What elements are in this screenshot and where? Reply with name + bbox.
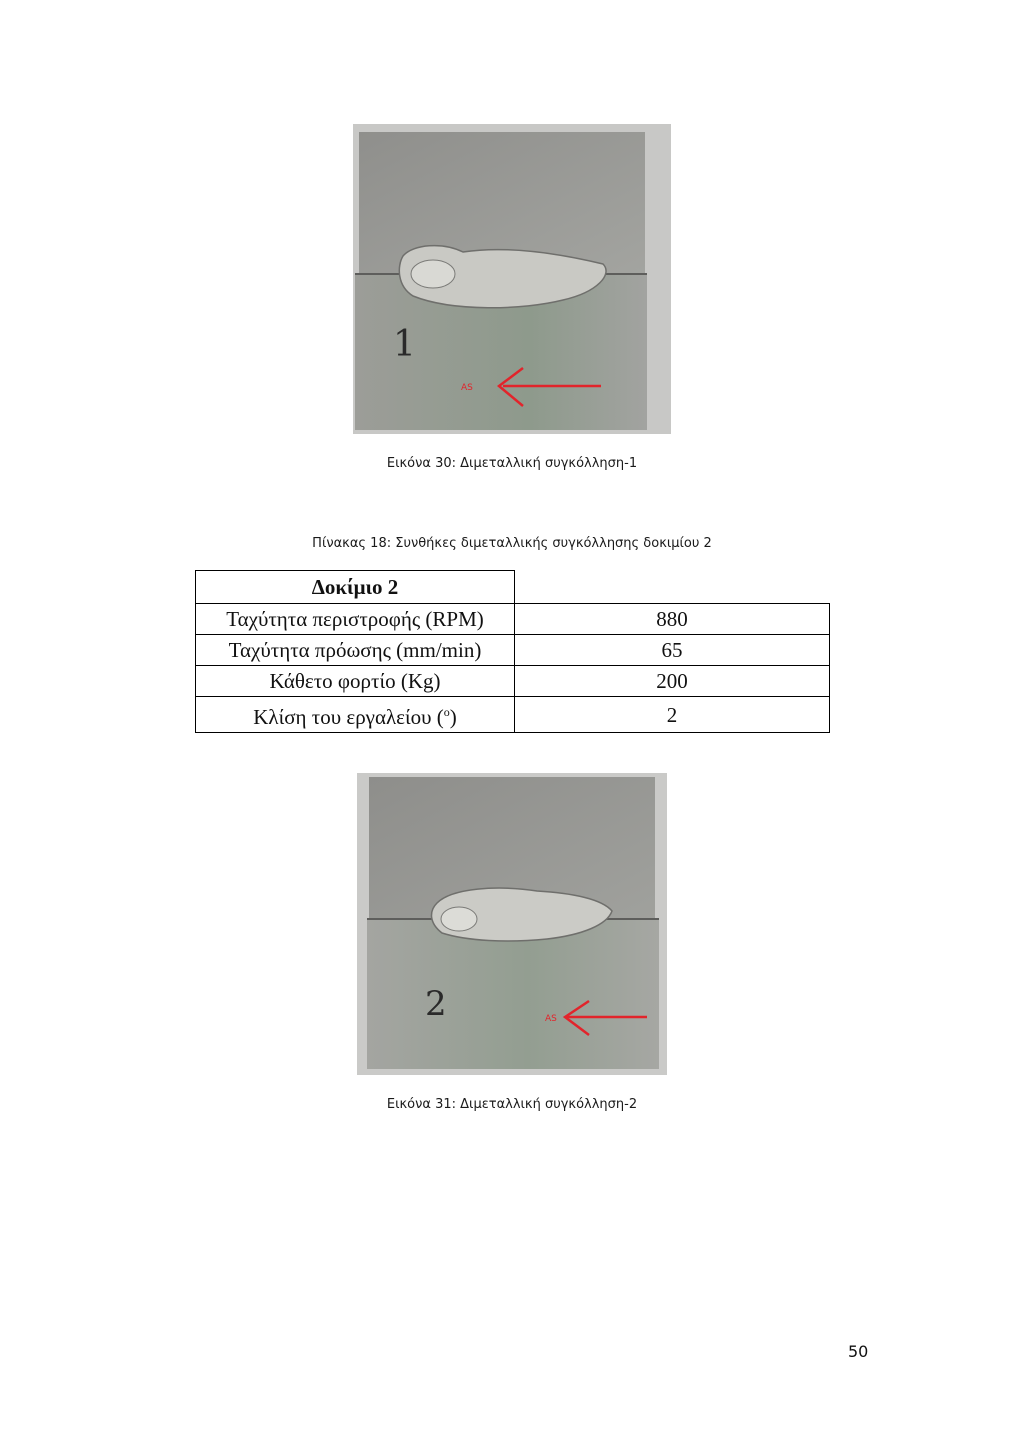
row-label: Ταχύτητα πρόωσης (mm/min) xyxy=(196,635,515,666)
weld-photo-1 xyxy=(353,124,671,434)
marker-1: 1 xyxy=(393,324,416,365)
weld-photo-2 xyxy=(357,773,667,1075)
arrow-label-1: AS xyxy=(461,383,473,393)
table-row xyxy=(196,697,830,733)
table-row xyxy=(196,604,830,635)
figure-caption-2: Εικόνα 31: Διμεταλλική συγκόλληση-2 xyxy=(386,1097,638,1112)
row-label: Ταχύτητα περιστροφής (RPM) xyxy=(196,604,515,635)
row-value: 880 xyxy=(515,604,830,635)
table-header: Δοκίμιο 2 xyxy=(196,571,515,604)
row-value: 2 xyxy=(515,697,830,733)
page-number: 50 xyxy=(848,1342,869,1361)
row-label-tilt xyxy=(196,697,515,733)
degree-superscript: o xyxy=(443,705,450,719)
figure-caption-1: Εικόνα 30: Διμεταλλική συγκόλληση-1 xyxy=(386,456,638,471)
table-header-empty xyxy=(515,571,830,604)
conditions-table xyxy=(195,570,830,733)
row-value: 200 xyxy=(515,666,830,697)
table-row xyxy=(196,666,830,697)
row-label-end: ) xyxy=(449,705,457,729)
row-value: 65 xyxy=(515,635,830,666)
row-label: Κάθετο φορτίο (Kg) xyxy=(196,666,515,697)
marker-2: 2 xyxy=(425,984,447,1024)
arrow-label-2: AS xyxy=(545,1014,557,1024)
table-caption: Πίνακας 18: Συνθήκες διμεταλλικής συγκόλλησης δοκιμίου 2 xyxy=(312,536,712,551)
row-label: Κλίση του εργαλείου ( xyxy=(253,705,444,729)
table-header-row xyxy=(196,571,830,604)
table-row xyxy=(196,635,830,666)
